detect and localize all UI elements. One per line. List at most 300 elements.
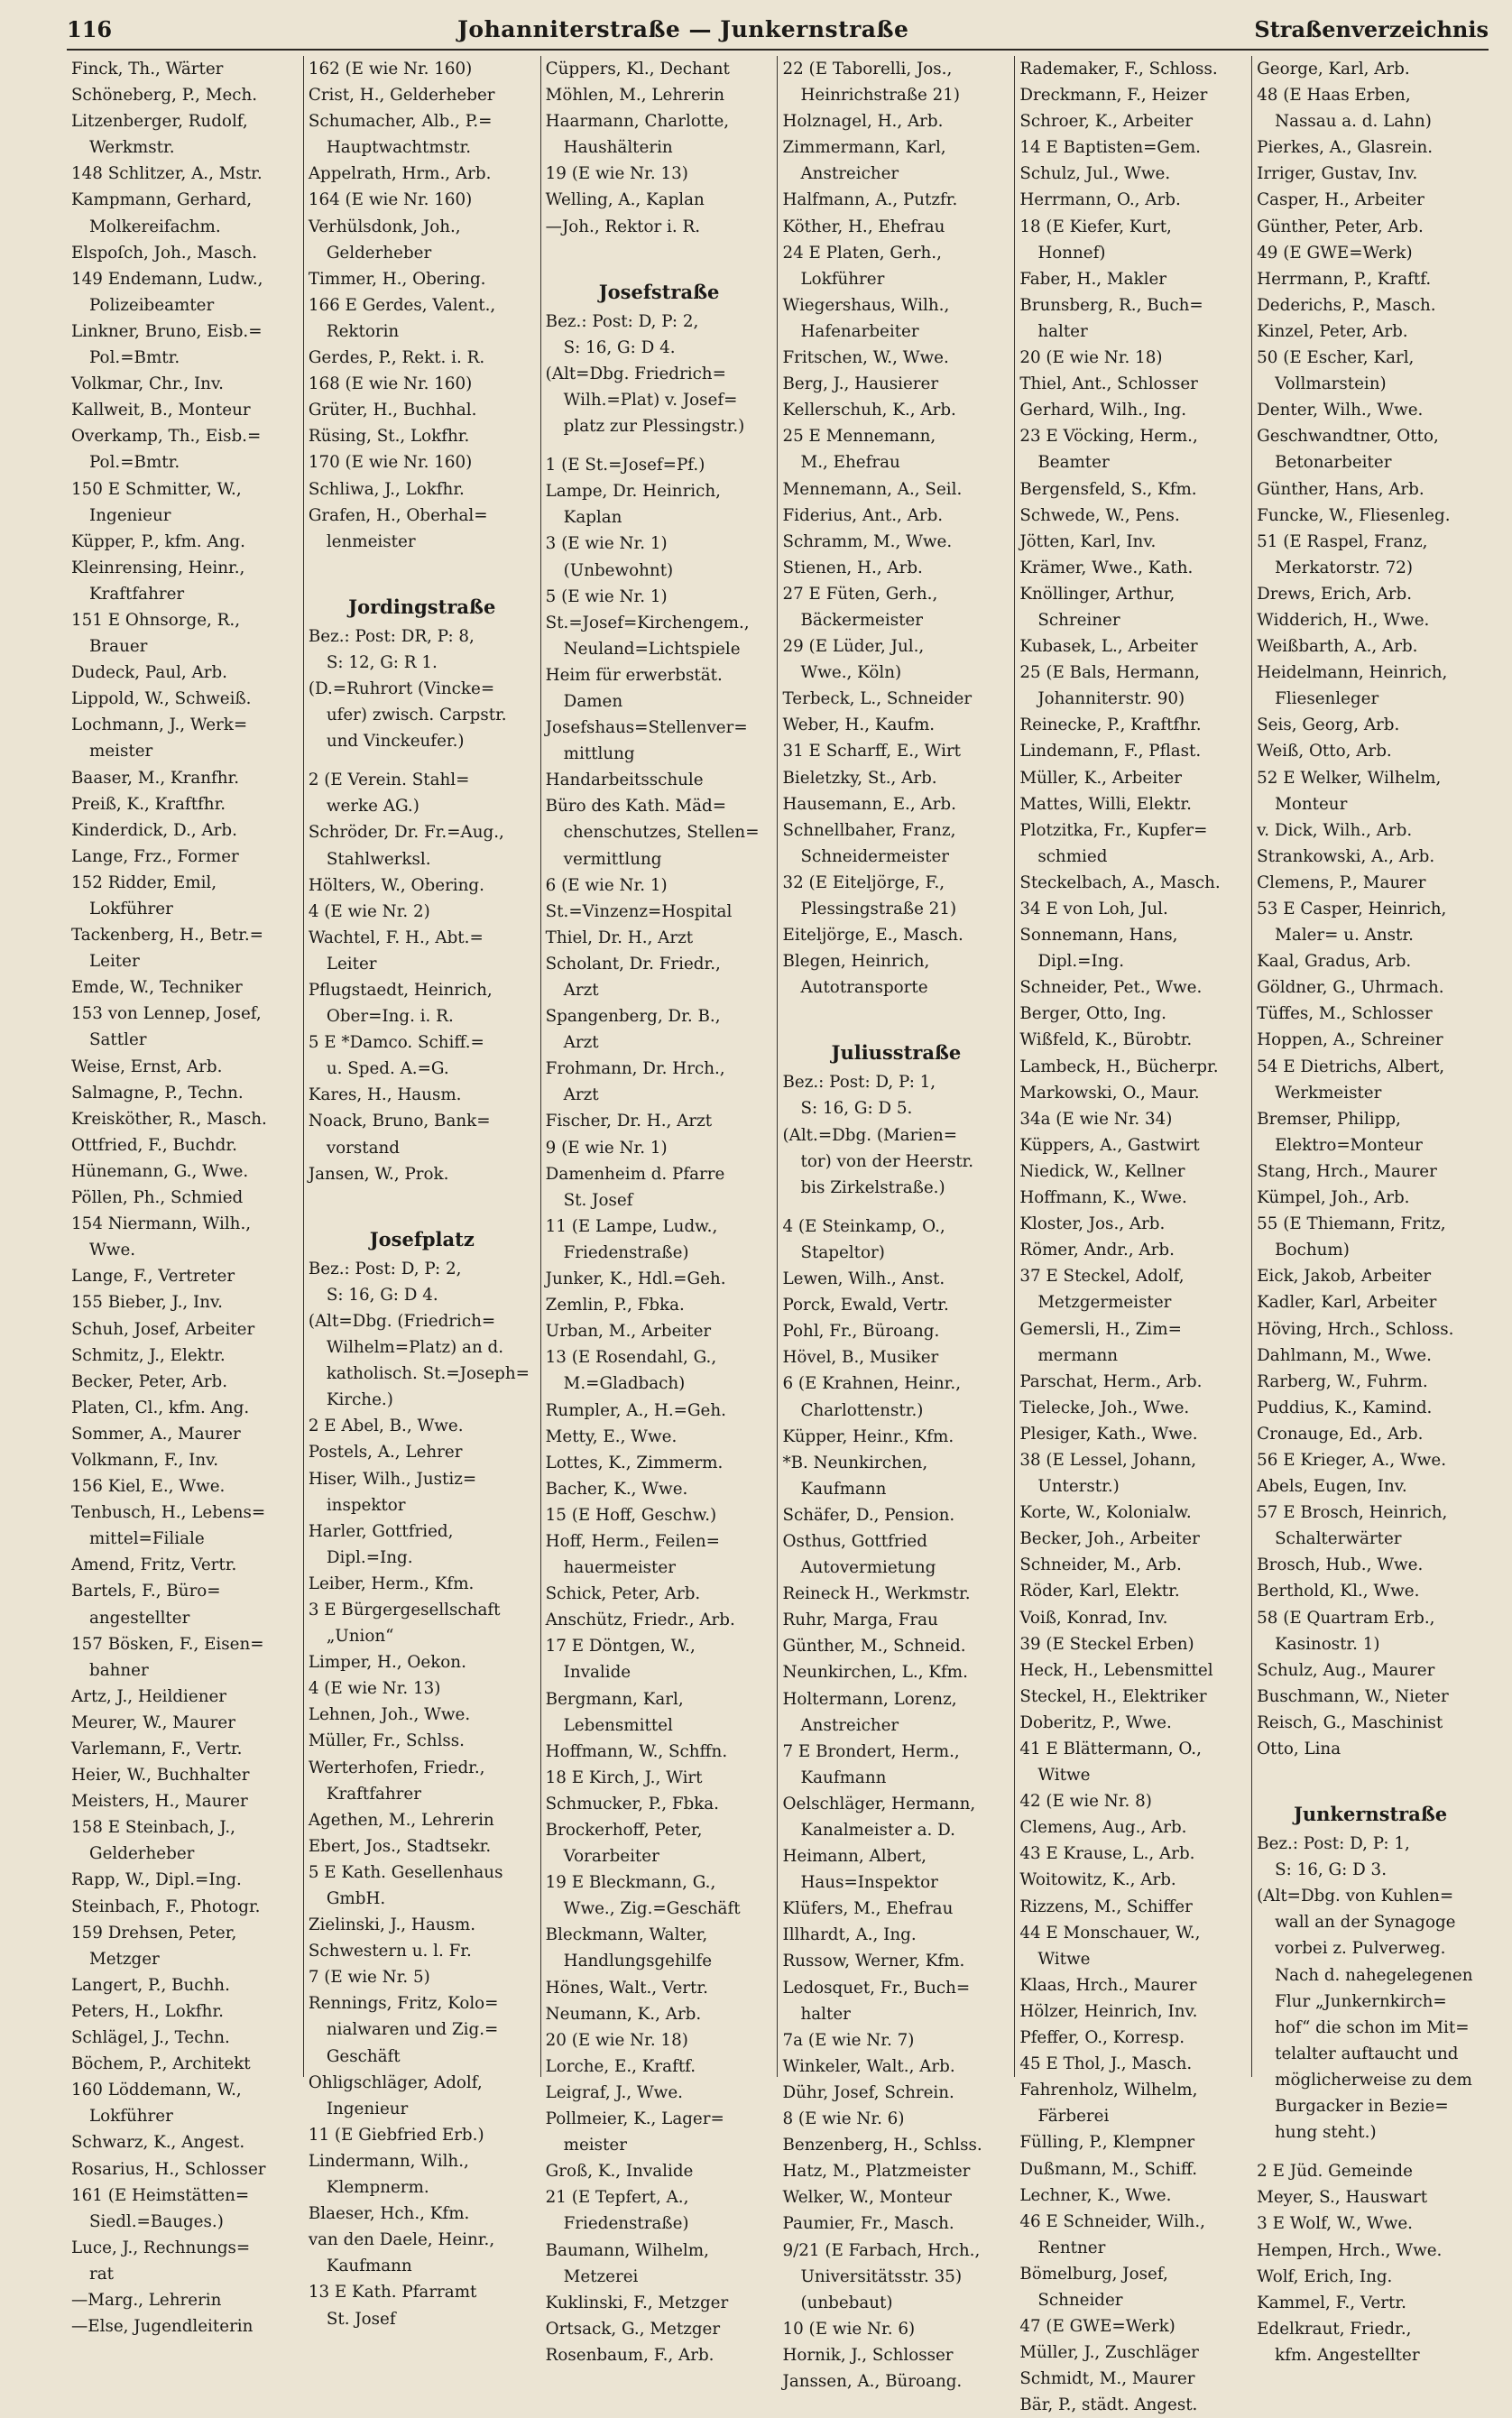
directory-entry: Agethen, M., Lehrerin [308,1810,494,1830]
directory-entry: Lottes, K., Zimmerm. [545,1453,724,1472]
directory-entry: Flur „Junkernkirch= [1275,1991,1447,2011]
directory-entry: 2 E Jüd. Gemeinde [1257,2162,1413,2182]
directory-entry: Litzenberger, Rudolf, [71,112,248,132]
directory-entry: Mattes, Willi, Elektr. [1019,794,1192,814]
directory-entry: Hiser, Wilh., Justiz= [308,1469,477,1489]
directory-entry: Bömelburg, Josef, [1019,2264,1168,2284]
directory-entry: Reisch, G., Maschinist [1257,1712,1443,1732]
directory-entry: angestellter [89,1608,190,1628]
directory-entry: 3 E Bürgergesellschaft [308,1600,501,1620]
directory-entry: Haarmann, Charlotte, [545,112,730,132]
directory-entry: 20 (E wie Nr. 18) [545,2030,688,2050]
directory-entry: Schulz, Jul., Wwe. [1019,164,1171,184]
directory-entry: Holtermann, Lorenz, [782,1689,957,1709]
directory-entry: Lampe, Dr. Heinrich, [545,482,721,502]
directory-entry: Arzt [563,1085,599,1105]
directory-entry: 11 (E Lampe, Ludw., [545,1216,718,1236]
directory-entry: 160 Löddemann, W., [71,2081,242,2100]
directory-entry: 157 Bösken, F., Eisen= [71,1634,264,1654]
directory-entry: kfm. Angestellter [1275,2345,1420,2365]
directory-entry: 32 (E Eiteljörge, F., [782,872,945,892]
directory-entry: Finck, Th., Wärter [71,60,224,78]
directory-entry: St.=Josef=Kirchengem., [545,613,750,632]
directory-entry: 3 (E wie Nr. 1) [545,534,668,554]
directory-entry: Klempnerm. [326,2178,429,2198]
directory-entry: Hölters, W., Obering. [308,875,484,895]
directory-entry: M.=Gladbach) [563,1374,686,1394]
directory-entry: Edelkraut, Friedr., [1257,2319,1412,2339]
directory-entry: 46 E Schneider, Wilh., [1019,2211,1205,2231]
directory-entry: Reinecke, P., Kraftfhr. [1019,715,1202,735]
directory-entry: Russow, Werner, Kfm. [782,1952,965,1971]
directory-entry: 21 (E Tepfert, A., [545,2188,689,2208]
directory-entry: Reineck H., Werkmstr. [782,1584,971,1604]
directory-entry: Heck, H., Lebensmittel [1019,1660,1213,1680]
directory-entry: Paumier, Fr., Masch. [782,2214,954,2234]
directory-entry: Luce, J., Rechnungs= [71,2238,251,2257]
directory-entry: 55 (E Thiemann, Fritz, [1257,1214,1446,1234]
directory-entry: Kuklinski, F., Metzger [545,2293,729,2312]
directory-entry: 14 E Baptisten=Gem. [1019,138,1201,158]
directory-entry: Kallweit, B., Monteur [71,401,251,420]
directory-entry: Metty, E., Wwe. [545,1426,678,1446]
spacer [1257,2146,1484,2158]
directory-entry: Wolf, Erich, Ing. [1257,2266,1393,2286]
directory-entry: Harler, Gottfried, [308,1521,454,1541]
directory-entry: Zielinski, J., Hausm. [308,1915,476,1935]
street-heading: Jordingstraße [348,595,496,618]
directory-entry: Dipl.=Ing. [326,1547,413,1567]
directory-entry: Römer, Andr., Arb. [1019,1241,1175,1260]
directory-entry: Ohligschläger, Adolf, [308,2072,483,2092]
directory-entry: 58 (E Quartram Erb., [1257,1608,1435,1628]
street-heading: Juliusstraße [831,1041,962,1065]
directory-entry: 10 (E wie Nr. 6) [782,2319,916,2339]
directory-entry: 9/21 (E Farbach, Hrch., [782,2240,981,2260]
directory-entry: Brosch, Hub., Wwe. [1257,1555,1424,1575]
directory-entry: Schumacher, Alb., P.= [308,112,493,132]
directory-entry: Bremser, Philipp, [1257,1109,1401,1129]
directory-entry: 162 (E wie Nr. 160) [308,60,473,78]
directory-entry: Mennemann, A., Seil. [782,479,963,499]
directory-entry: 7 E Brondert, Herm., [782,1741,960,1761]
directory-entry: Anstreicher [800,1715,899,1735]
directory-entry: Bäckermeister [800,610,923,630]
directory-entry: 24 E Platen, Gerh., [782,243,942,263]
directory-entry: Kloster, Jos., Arb. [1019,1214,1166,1234]
directory-entry: Wiegershaus, Wilh., [782,295,950,315]
directory-entry: Berthold, Kl., Wwe. [1257,1582,1420,1601]
directory-entry: S: 16, G: D 4. [326,1285,438,1305]
directory-entry: Hafenarbeiter [800,321,919,341]
page-header [67,16,1489,51]
directory-entry: Porck, Ewald, Vertr. [782,1296,949,1315]
directory-entry: „Union“ [326,1627,394,1647]
directory-entry: Clemens, P., Maurer [1257,872,1426,892]
directory-entry: hauermeister [563,1558,676,1578]
directory-entry: St. Josef [563,1190,633,1210]
directory-entry: Handlungsgehilfe [563,1952,713,1971]
directory-entry: Küpper, Heinr., Kfm. [782,1426,954,1446]
directory-entry: —Marg., Lehrerin [71,2290,222,2310]
directory-entry: Doberitz, P., Wwe. [1019,1712,1172,1732]
directory-entry: Lorche, E., Kraftf. [545,2056,696,2076]
directory-entry: 20 (E wie Nr. 18) [1019,348,1163,368]
directory-entry: Plotzitka, Fr., Kupfer= [1019,820,1208,840]
directory-entry: Salmagne, P., Techn. [71,1083,244,1103]
directory-entry: 44 E Monschauer, W., [1019,1923,1201,1943]
directory-entry: Tüffes, M., Schlosser [1257,1004,1433,1024]
directory-entry: 37 E Steckel, Adolf, [1019,1267,1185,1287]
directory-entry: Günther, M., Schneid. [782,1637,966,1657]
directory-entry: Molkereifachm. [89,217,221,236]
directory-entry: Welker, W., Monteur [782,2188,952,2208]
directory-entry: Höving, Hrch., Schloss. [1257,1319,1454,1339]
column-5 [1015,56,1252,2415]
directory-entry: werke AG.) [326,797,419,817]
directory-entry: meister [563,2136,627,2155]
directory-entry: und Vinckeufer.) [326,732,465,752]
directory-entry: Volkmar, Chr., Inv. [71,374,224,394]
directory-entry: Tenbusch, H., Lebens= [71,1503,266,1523]
directory-entry: Ledosquet, Fr., Buch= [782,1978,971,1998]
directory-entry: Eiteljörge, E., Masch. [782,926,963,946]
directory-entry: M., Ehefrau [800,453,900,473]
spacer [1257,1762,1484,1796]
directory-entry: Thiel, Dr. H., Arzt [545,928,694,947]
directory-entry: Leiber, Herm., Kfm. [308,1574,475,1593]
directory-entry: Haushälterin [563,138,673,158]
directory-entry: (Alt=Dbg. (Friedrich= [308,1311,496,1331]
directory-entry: 22 (E Taborelli, Jos., [782,60,953,78]
directory-entry: Schneider, Pet., Wwe. [1019,978,1203,998]
directory-entry: Büro des Kath. Mäd= [545,797,727,817]
directory-entry: Ober=Ing. i. R. [326,1007,454,1027]
directory-entry: Schick, Peter, Arb. [545,1584,701,1604]
directory-entry: 1 (E St.=Josef=Pf.) [545,456,705,475]
directory-entry: 170 (E wie Nr. 160) [308,453,473,473]
directory-entry: 155 Bieber, J., Inv. [71,1293,223,1313]
street-heading: Josefplatz [369,1227,475,1251]
directory-entry: Emde, W., Techniker [71,978,243,998]
directory-entry: Kanalmeister a. D. [800,1821,955,1840]
directory-entry: Clemens, Aug., Arb. [1019,1818,1187,1838]
directory-entry: Kaufmann [800,1767,887,1787]
directory-entry: Pöllen, Ph., Schmied [71,1188,244,1208]
directory-entry: St.=Vinzenz=Hospital [545,901,733,921]
directory-entry: Beamter [1037,453,1110,473]
directory-entry: Neunkirchen, L., Kfm. [782,1663,968,1683]
directory-entry: Rumpler, A., H.=Geh. [545,1400,726,1420]
directory-entry: St. Josef [326,2309,396,2329]
directory-entry: Bär, P., städt. Angest. [1019,2395,1198,2415]
directory-entry: Johanniterstr. 90) [1037,689,1185,709]
directory-entry: 25 (E Bals, Hermann, [1019,663,1200,683]
directory-entry: Sattler [89,1030,147,1050]
directory-entry: Linkner, Bruno, Eisb.= [71,321,263,341]
directory-entry: Ingenieur [89,505,171,525]
directory-entry: Dederichs, P., Masch. [1257,295,1436,315]
directory-entry: Pol.=Bmtr. [89,453,180,473]
directory-entry: Friedenstraße) [563,2214,689,2234]
directory-entry: Urban, M., Arbeiter [545,1322,712,1342]
directory-entry: Kinderdick, D., Arb. [71,820,237,840]
directory-entry: 19 (E wie Nr. 13) [545,164,688,184]
directory-entry: Lindermann, Wilh., [308,2151,469,2171]
directory-entry: Varlemann, F., Vertr. [71,1740,243,1758]
directory-entry: Charlottenstr.) [800,1400,924,1420]
directory-entry: hof“ die schon im Mit= [1275,2017,1470,2037]
directory-entry: Lippold, W., Schweiß. [71,689,252,709]
directory-entry: Haus=Inspektor [800,1873,938,1893]
directory-entry: mermann [1037,1345,1118,1365]
directory-entry: Elektro=Monteur [1275,1135,1423,1155]
directory-entry: Zemlin, P., Fbka. [545,1296,685,1315]
directory-entry: Wißfeld, K., Bürobtr. [1019,1030,1193,1050]
directory-entry: Pol.=Bmtr. [89,348,180,368]
directory-entry: Hornik, J., Schlosser [782,2345,954,2365]
directory-entry: Lechner, K., Wwe. [1019,2185,1172,2205]
directory-entry: Bochum) [1275,1241,1350,1260]
directory-entry: Baumann, Wilhelm, [545,2240,709,2260]
directory-entry: Ebert, Jos., Stadtsekr. [308,1836,492,1856]
directory-entry: bis Zirkelstraße.) [800,1177,945,1197]
directory-entry: Wwe., Köln) [800,663,902,683]
directory-entry: Appelrath, Hrm., Arb. [308,164,492,184]
directory-entry: Arzt [563,1033,599,1053]
directory-entry: vorstand [326,1138,401,1158]
directory-entry: Otto, Lina [1257,1740,1341,1758]
directory-entry: Wachtel, F. H., Abt.= [308,928,484,947]
directory-entry: Thiel, Ant., Schlosser [1019,374,1198,394]
directory-entry: Winkeler, Walt., Arb. [782,2056,955,2076]
directory-entry: 48 (E Haas Erben, [1257,86,1411,106]
directory-entry: Fliesenleger [1275,689,1379,709]
directory-entry: Schreiner [1037,610,1120,630]
directory-entry: —Joh., Rektor i. R. [545,217,701,236]
directory-entry: Autovermietung [800,1558,936,1578]
directory-entry: Gelderheber [89,1844,195,1864]
directory-entry: Pflugstaedt, Heinrich, [308,981,493,1000]
directory-entry: Damenheim d. Pfarre [545,1164,725,1184]
directory-entry: Lambeck, H., Bücherpr. [1019,1057,1219,1076]
directory-entry: Schneidermeister [800,846,950,866]
directory-entry: chenschutzes, Stellen= [563,823,760,843]
directory-entry: Geschwandtner, Otto, [1257,427,1439,447]
directory-entry: Geschäft [326,2046,401,2066]
directory-entry: Schuh, Josef, Arbeiter [71,1319,255,1339]
directory-entry: Blaeser, Hch., Kfm. [308,2204,470,2224]
directory-entry: Betonarbeiter [1275,453,1392,473]
directory-entry: mittlung [563,744,635,764]
directory-entry: v. Dick, Wilh., Arb. [1257,820,1413,840]
directory-entry: Steinbach, F., Photogr. [71,1897,261,1916]
directory-entry: Dühr, Josef, Schrein. [782,2082,954,2102]
directory-entry: Verhülsdonk, Joh., [308,217,461,236]
directory-entry: Damen [563,691,623,711]
directory-entry: Göldner, G., Uhrmach. [1257,978,1444,998]
directory-entry: Bez.: Post: D, P: 2, [308,1259,462,1278]
directory-entry: 18 E Kirch, J., Wirt [545,1767,703,1787]
directory-entry: Sommer, A., Maurer [71,1424,241,1444]
directory-entry: Lokführer [89,900,173,918]
directory-entry: Gerdes, P., Rekt. i. R. [308,348,485,368]
page-title: Johanniterstraße — Junkernstraße [457,16,909,42]
directory-entry: Lehnen, Joh., Wwe. [308,1705,471,1725]
directory-entry: katholisch. St.=Joseph= [326,1364,530,1384]
directory-entry: inspektor [326,1495,406,1515]
directory-entry: Kadler, Karl, Arbeiter [1257,1293,1437,1313]
directory-entry: 5 (E wie Nr. 1) [545,586,668,606]
directory-entry: 38 (E Lessel, Johann, [1019,1450,1197,1470]
directory-entry: Crist, H., Gelderheber [308,86,495,106]
directory-entry: Hauptwachtmstr. [326,138,472,158]
directory-entry: Kubasek, L., Arbeiter [1019,637,1198,657]
directory-entry: Schramm, M., Wwe. [782,531,953,551]
directory-entry: möglicherweise zu dem [1275,2070,1472,2090]
directory-entry: Kellerschuh, K., Arb. [782,401,956,420]
directory-entry: Kammel, F., Vertr. [1257,2293,1406,2312]
directory-entry: (Alt=Dbg. von Kuhlen= [1257,1887,1454,1906]
directory-entry: 41 E Blättermann, O., [1019,1740,1202,1758]
directory-entry: Schnellbaher, Franz, [782,820,956,840]
directory-entry: Dudeck, Paul, Arb. [71,663,227,683]
directory-entry: Müller, K., Arbeiter [1019,768,1182,788]
directory-entry: Herrmann, O., Arb. [1019,190,1181,210]
directory-entry: 45 E Thol, J., Masch. [1019,2054,1193,2074]
directory-entry: Casper, H., Arbeiter [1257,190,1424,210]
street-heading: Josefstraße [598,280,720,303]
directory-entry: Amend, Fritz, Vertr. [71,1555,237,1575]
directory-entry: 2 E Abel, B., Wwe. [308,1417,464,1436]
directory-entry: S: 12, G: R 1. [326,652,438,672]
directory-entry: Küpper, P., kfm. Ang. [71,531,245,551]
directory-entry: Rarberg, W., Fuhrm. [1257,1371,1428,1391]
directory-entry: hung steht.) [1275,2123,1377,2143]
directory-entry: Lokführer [89,2107,173,2127]
directory-entry: Lange, F., Vertreter [71,1267,235,1287]
directory-entry: Terbeck, L., Schneider [782,689,973,709]
directory-entry: Monteur [1275,794,1348,814]
directory-entry: Kinzel, Peter, Arb. [1257,321,1408,341]
spacer [546,439,773,452]
directory-entry: Strankowski, A., Arb. [1257,846,1435,866]
directory-entry: platz zur Plessingstr.) [563,417,745,437]
directory-entry: Witwe [1037,1766,1091,1786]
directory-entry: Pollmeier, K., Lager= [545,2109,724,2129]
directory-entry: 25 E Mennemann, [782,427,936,447]
directory-entry: Platen, Cl., kfm. Ang. [71,1398,250,1417]
directory-entry: Dußmann, M., Schiff. [1019,2159,1198,2179]
directory-entry: 31 E Scharff, E., Wirt [782,742,962,761]
directory-entry: Schmitz, J., Elektr. [71,1345,226,1365]
directory-entry: Neumann, K., Arb. [545,2004,702,2024]
directory-entry: Weber, H., Kaufm. [782,715,936,735]
directory-entry: Pfeffer, O., Korresp. [1019,2028,1185,2048]
directory-entry: —Else, Jugendleiterin [71,2317,254,2337]
directory-entry: Stienen, H., Arb. [782,558,923,577]
directory-entry: 148 Schlitzer, A., Mstr. [71,164,263,184]
directory-entry: Schwestern u. l. Fr. [308,1942,472,1961]
directory-entry: 151 E Ohnsorge, R., [71,610,241,630]
directory-entry: Buschmann, W., Nieter [1257,1686,1449,1706]
directory-entry: Bacher, K., Wwe. [545,1479,688,1499]
directory-entry: 9 (E wie Nr. 1) [545,1138,668,1158]
directory-entry: wall an der Synagoge [1275,1913,1456,1933]
directory-entry: Preiß, K., Kraftfhr. [71,794,226,814]
directory-entry: Bleckmann, Walter, [545,1925,708,1945]
directory-entry: 153 von Lennep, Josef, [71,1004,262,1024]
directory-entry: bahner [89,1660,149,1680]
directory-entry: Schäfer, D., Pension. [782,1505,955,1525]
directory-entry: Schalterwärter [1275,1529,1402,1549]
directory-entry: 3 E Wolf, W., Wwe. [1257,2214,1413,2234]
directory-entry: Lindemann, F., Pflast. [1019,742,1202,761]
directory-entry: Heidelmann, Heinrich, [1257,663,1448,683]
spacer [546,240,773,274]
section-title: Straßenverzeichnis [1254,16,1489,42]
directory-entry: 166 E Gerdes, Valent., [308,295,496,315]
column-3 [541,56,779,2365]
directory-entry: (D.=Ruhrort (Vincke= [308,678,495,698]
directory-entry: Peters, H., Lokfhr. [71,2001,224,2021]
directory-entry: 4 (E Steinkamp, O., [782,1216,945,1236]
directory-entry: Josefshaus=Stellenver= [545,718,748,738]
directory-entry: Kaal, Gradus, Arb. [1257,952,1412,972]
directory-entry: Fiderius, Ant., Arb. [782,505,944,525]
directory-entry: Metzerei [563,2266,639,2286]
directory-entry: Schlägel, J., Techn. [71,2028,230,2048]
page-number: 116 [67,16,113,42]
directory-entry: Weißbarth, A., Arb. [1257,637,1418,657]
directory-entry: 7a (E wie Nr. 7) [782,2030,915,2050]
directory-entry: 158 E Steinbach, J., [71,1818,235,1838]
directory-entry: Limper, H., Oekon. [308,1653,466,1673]
directory-entry: Pierkes, A., Glasrein. [1257,138,1434,158]
directory-entry: Kraftfahrer [326,1784,421,1804]
directory-entry: 4 (E wie Nr. 13) [308,1679,441,1699]
directory-entry: Hoffmann, W., Schffn. [545,1741,728,1761]
directory-entry: 6 (E Krahnen, Heinr., [782,1374,962,1394]
directory-entry: Invalide [563,1663,632,1683]
directory-entry: Gerhard, Wilh., Ing. [1019,401,1187,420]
directory-entry: Cronauge, Ed., Arb. [1257,1424,1424,1444]
directory-entry: Honnef) [1037,243,1106,263]
directory-entry: tor) von der Heerstr. [800,1151,974,1171]
directory-entry: (Alt.=Dbg. (Marien= [782,1125,958,1145]
directory-entry: Hünemann, G., Wwe. [71,1161,249,1181]
spacer [309,555,536,589]
directory-entry: Hövel, B., Musiker [782,1348,939,1368]
directory-entry: 39 (E Steckel Erben) [1019,1634,1194,1654]
directory-entry: Möhlen, M., Lehrerin [545,86,725,106]
directory-entry: Weiß, Otto, Arb. [1257,742,1392,761]
directory-entry: Färberei [1037,2107,1110,2127]
directory-entry: 52 E Welker, Wilhelm, [1257,768,1442,788]
directory-entry: Hoff, Herm., Feilen= [545,1531,720,1551]
directory-entry: Knöllinger, Arthur, [1019,584,1175,604]
directory-entry: George, Karl, Arb. [1257,60,1410,78]
spacer [782,1001,1010,1035]
directory-entry: 6 (E wie Nr. 1) [545,875,668,895]
directory-entry: Rentner [1037,2238,1106,2257]
directory-entry: Brauer [89,637,148,657]
directory-entry: Faber, H., Makler [1019,269,1167,289]
directory-entry: telalter auftaucht und [1275,2044,1459,2063]
directory-entry: Anstreicher [800,164,899,184]
directory-entry: (unbebaut) [800,2293,893,2312]
directory-entry: Lewen, Wilh., Anst. [782,1269,945,1289]
